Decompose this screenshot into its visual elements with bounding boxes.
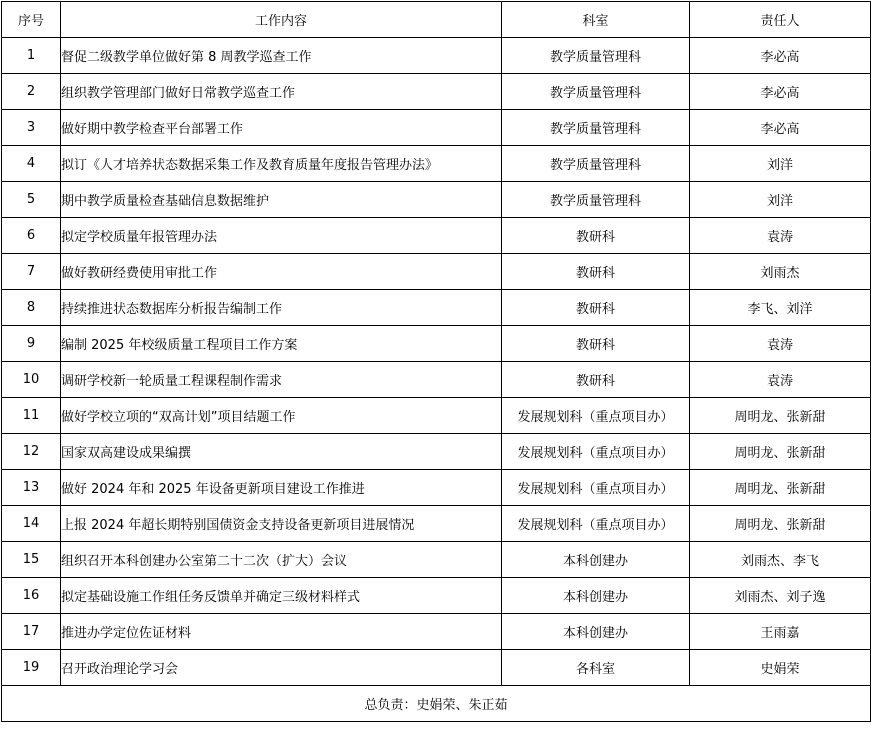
department: 教学质量管理科 <box>502 146 690 182</box>
row-number: 8 <box>2 290 61 326</box>
row-number: 4 <box>2 146 61 182</box>
department: 本科创建办 <box>502 578 690 614</box>
task-content: 持续推进状态数据库分析报告编制工作 <box>61 290 502 326</box>
task-content: 做好学校立项的“双高计划”项目结题工作 <box>61 398 502 434</box>
table-row <box>2 74 871 110</box>
row-number: 13 <box>2 470 61 506</box>
table-row <box>2 38 871 74</box>
table-row <box>2 218 871 254</box>
responsible-person: 周明龙、张新甜 <box>690 506 871 542</box>
table-row <box>2 146 871 182</box>
table-row <box>2 326 871 362</box>
task-content: 做好教研经费使用审批工作 <box>61 254 502 290</box>
department: 本科创建办 <box>502 542 690 578</box>
responsible-person: 史娟荣 <box>690 650 871 686</box>
responsible-person: 周明龙、张新甜 <box>690 470 871 506</box>
responsible-person: 刘雨杰、李飞 <box>690 542 871 578</box>
responsible-person: 李必高 <box>690 74 871 110</box>
responsible-person: 袁涛 <box>690 326 871 362</box>
department: 教学质量管理科 <box>502 182 690 218</box>
responsible-person: 袁涛 <box>690 362 871 398</box>
row-number: 9 <box>2 326 61 362</box>
row-number: 19 <box>2 650 61 686</box>
department: 教研科 <box>502 218 690 254</box>
table-row <box>2 398 871 434</box>
task-content: 组织教学管理部门做好日常教学巡查工作 <box>61 74 502 110</box>
row-number: 6 <box>2 218 61 254</box>
table-row <box>2 470 871 506</box>
responsible-person: 刘洋 <box>690 146 871 182</box>
task-content: 拟定学校质量年报管理办法 <box>61 218 502 254</box>
header-owner: 责任人 <box>690 2 871 38</box>
department: 教研科 <box>502 254 690 290</box>
department: 教研科 <box>502 362 690 398</box>
task-content: 组织召开本科创建办公室第二十二次（扩大）会议 <box>61 542 502 578</box>
table-row <box>2 542 871 578</box>
table-row <box>2 650 871 686</box>
task-content: 推进办学定位佐证材料 <box>61 614 502 650</box>
responsible-person: 袁涛 <box>690 218 871 254</box>
task-content: 督促二级教学单位做好第 8 周教学巡查工作 <box>61 38 502 74</box>
responsible-person: 周明龙、张新甜 <box>690 434 871 470</box>
task-content: 拟定基础设施工作组任务反馈单并确定三级材料样式 <box>61 578 502 614</box>
table-header-row <box>2 2 871 38</box>
task-content: 召开政治理论学习会 <box>61 650 502 686</box>
department: 教研科 <box>502 290 690 326</box>
row-number: 5 <box>2 182 61 218</box>
row-number: 7 <box>2 254 61 290</box>
responsible-person: 刘洋 <box>690 182 871 218</box>
row-number: 15 <box>2 542 61 578</box>
header-number: 序号 <box>2 2 61 38</box>
department: 发展规划科（重点项目办） <box>502 470 690 506</box>
responsible-person: 王雨嘉 <box>690 614 871 650</box>
row-number: 1 <box>2 38 61 74</box>
table-row <box>2 110 871 146</box>
row-number: 2 <box>2 74 61 110</box>
table-row <box>2 182 871 218</box>
row-number: 3 <box>2 110 61 146</box>
department: 教研科 <box>502 326 690 362</box>
task-content: 拟订《人才培养状态数据采集工作及教育质量年度报告管理办法》 <box>61 146 502 182</box>
task-content: 调研学校新一轮质量工程课程制作需求 <box>61 362 502 398</box>
task-content: 编制 2025 年校级质量工程项目工作方案 <box>61 326 502 362</box>
table-footer-row <box>2 686 871 722</box>
responsible-person: 刘雨杰 <box>690 254 871 290</box>
table-row <box>2 434 871 470</box>
department: 各科室 <box>502 650 690 686</box>
row-number: 16 <box>2 578 61 614</box>
table-row <box>2 362 871 398</box>
table-row <box>2 614 871 650</box>
department: 教学质量管理科 <box>502 38 690 74</box>
header-department: 科室 <box>502 2 690 38</box>
task-content: 做好期中教学检查平台部署工作 <box>61 110 502 146</box>
department: 发展规划科（重点项目办） <box>502 398 690 434</box>
task-content: 上报 2024 年超长期特别国债资金支持设备更新项目进展情况 <box>61 506 502 542</box>
row-number: 11 <box>2 398 61 434</box>
department: 教学质量管理科 <box>502 110 690 146</box>
row-number: 17 <box>2 614 61 650</box>
responsible-person: 李必高 <box>690 38 871 74</box>
task-content: 做好 2024 年和 2025 年设备更新项目建设工作推进 <box>61 470 502 506</box>
table-row <box>2 506 871 542</box>
table-row <box>2 578 871 614</box>
work-plan-table <box>1 1 871 722</box>
table-row <box>2 290 871 326</box>
header-task: 工作内容 <box>61 2 502 38</box>
table-body <box>2 38 871 686</box>
responsible-person: 刘雨杰、刘子逸 <box>690 578 871 614</box>
department: 本科创建办 <box>502 614 690 650</box>
row-number: 14 <box>2 506 61 542</box>
task-content: 期中教学质量检查基础信息数据维护 <box>61 182 502 218</box>
table-row <box>2 254 871 290</box>
responsible-person: 李飞、刘洋 <box>690 290 871 326</box>
task-content: 国家双高建设成果编撰 <box>61 434 502 470</box>
responsible-person: 李必高 <box>690 110 871 146</box>
responsible-person: 周明龙、张新甜 <box>690 398 871 434</box>
row-number: 10 <box>2 362 61 398</box>
row-number: 12 <box>2 434 61 470</box>
department: 教学质量管理科 <box>502 74 690 110</box>
overall-responsible: 总负责：史娟荣、朱正茹 <box>2 686 871 722</box>
department: 发展规划科（重点项目办） <box>502 506 690 542</box>
department: 发展规划科（重点项目办） <box>502 434 690 470</box>
